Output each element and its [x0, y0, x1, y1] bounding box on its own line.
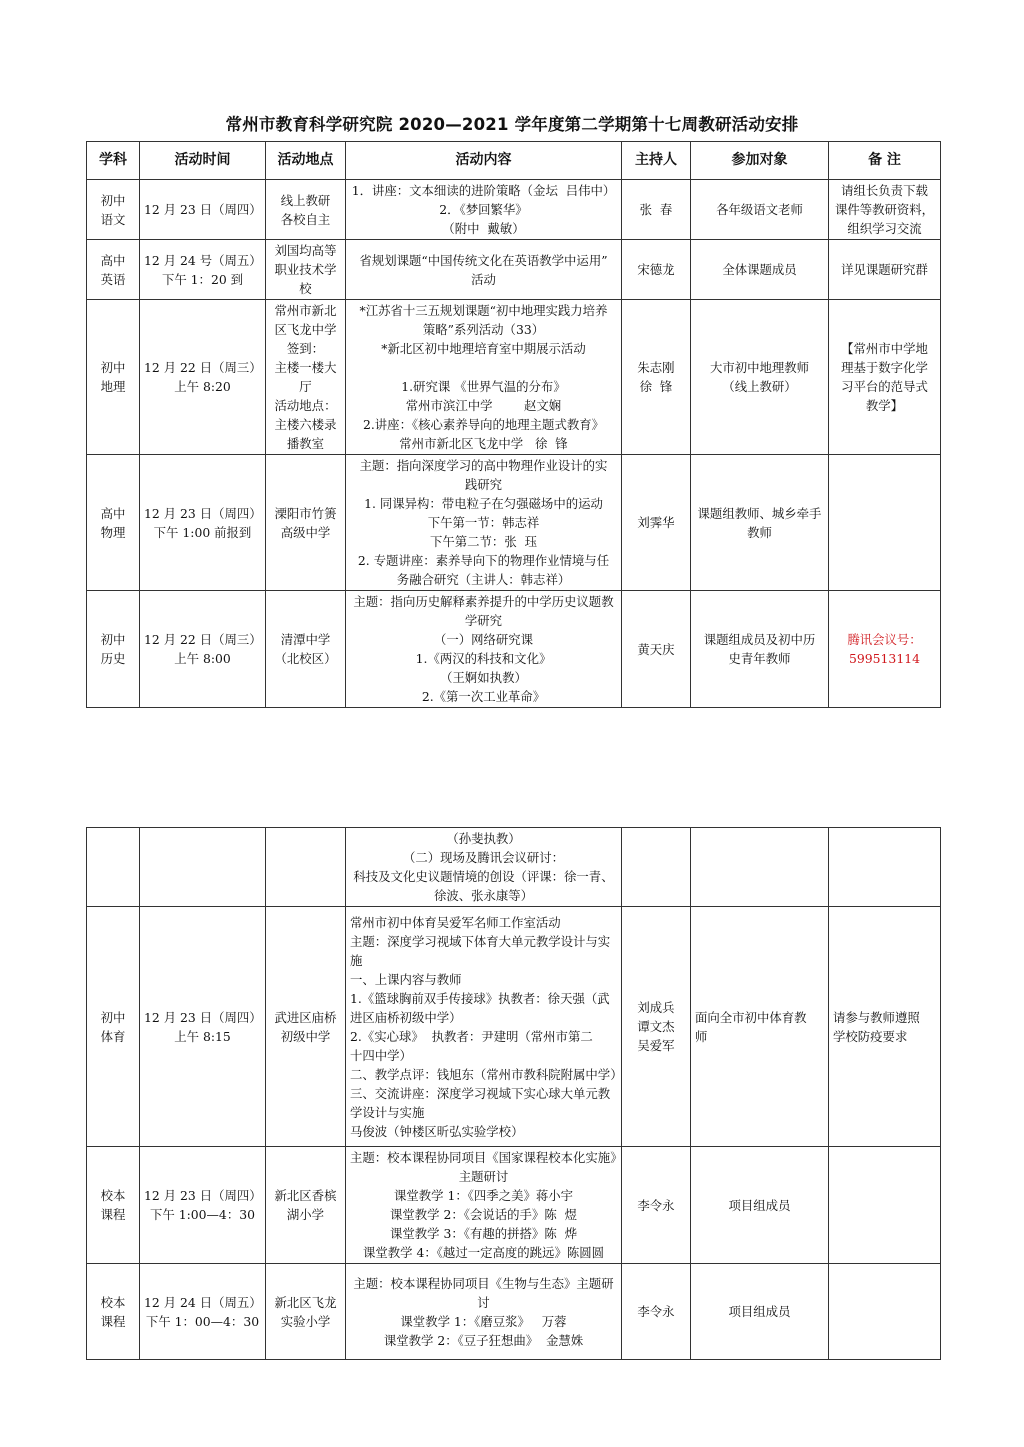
cell-line: 599513114 [849, 651, 920, 666]
page-title: 常州市教育科学研究院 2020—2021 学年度第二学期第十七周教研活动安排 [225, 115, 799, 134]
cell-note [829, 455, 941, 591]
cell-line: （线上教研） [722, 379, 797, 394]
cell-line: 主楼六楼录 [274, 417, 337, 432]
cell-line: *江苏省十三五规划课题“初中地理实践力培养 [359, 303, 608, 318]
table-row [87, 240, 941, 300]
cell-subject [87, 907, 140, 1147]
cell-subject [87, 180, 140, 240]
table-row [87, 907, 941, 1147]
cell-subject [87, 828, 140, 907]
cell-line: 活动地点： [274, 398, 337, 413]
cell-line: 谭文杰 [637, 1019, 675, 1034]
cell-content [346, 1147, 622, 1264]
cell-line: 1.《两汉的科技和文化》 [415, 651, 552, 666]
cell-content [346, 180, 622, 240]
cell-note [829, 300, 941, 455]
cell-content [346, 455, 622, 591]
cell-line: 主题：深度学习视域下体育大单元教学设计与实 [350, 933, 611, 949]
cell-line: 刘成兵 [637, 1000, 675, 1015]
cell-line: 策略”系列活动（33） [422, 322, 545, 337]
cell-line: 常州市新北 [274, 303, 337, 318]
cell-line: 清潭中学 [280, 632, 331, 647]
cell-line: 下午第二节：张 珏 [429, 534, 537, 549]
cell-time [140, 180, 266, 240]
cell-line: 体育 [100, 1028, 126, 1044]
cell-place [266, 1147, 346, 1264]
cell-subject [87, 591, 140, 708]
cell-line: 课堂教学 1：《四季之美》蒋小宇 [393, 1188, 574, 1203]
cell-line: 2. 专题讲座：素养导向下的物理作业情境与任 [357, 553, 610, 568]
cell-line: 初中 [100, 632, 126, 647]
cell-line: 主题研讨 [458, 1169, 509, 1184]
header-note: 备 注 [829, 142, 941, 180]
cell-line: （孙斐执教） [446, 831, 521, 846]
cell-time [140, 907, 266, 1147]
cell-time [140, 1264, 266, 1360]
header-content: 活动内容 [346, 142, 622, 180]
cell-place [266, 907, 346, 1147]
cell-line: 物理 [100, 524, 126, 540]
cell-line: 李令永 [637, 1197, 675, 1213]
cell-line: 进区庙桥初级中学） [350, 1009, 462, 1025]
cell-note [829, 591, 941, 708]
cell-line: 12 月 23 日（周四） [144, 202, 262, 217]
cell-host [622, 455, 691, 591]
cell-line: 2.《实心球》 执教者：尹建明（常州市第二 [350, 1028, 593, 1044]
cell-line: 张 春 [639, 202, 673, 217]
cell-line: 上午 8:00 [174, 651, 231, 666]
cell-line: 学研究 [464, 613, 503, 628]
cell-line: 常州市滨江中学 赵文娴 [405, 398, 562, 413]
cell-content [346, 828, 622, 907]
cell-line: （一）网络研究课 [433, 632, 534, 647]
cell-line: 组织学习交流 [847, 221, 922, 236]
cell-line: 一、上课内容与教师 [350, 971, 462, 987]
cell-line: 刘国均高等 [274, 243, 337, 258]
cell-line: 教师 [747, 524, 772, 540]
cell-line: 大市初中地理教师 [709, 360, 810, 375]
cell-line: *新北区初中地理培育室中期展示活动 [381, 341, 586, 356]
header-time: 活动时间 [140, 142, 266, 180]
cell-line: 12 月 24 日（周五） [144, 1294, 262, 1310]
cell-line: 践研究 [464, 477, 503, 492]
cell-line: 马俊波（钟楼区昕弘实验学校） [350, 1123, 524, 1139]
header-place: 活动地点 [266, 142, 346, 180]
cell-line: 各校自主 [280, 211, 331, 227]
cell-line: 湖小学 [286, 1207, 325, 1222]
cell-line: 主题：校本课程协同项目《国家课程校本化实施》 [350, 1150, 623, 1165]
cell-line: 详见课题研究群 [841, 262, 928, 277]
cell-line: 12 月 23 日（周四） [144, 1009, 262, 1025]
cell-line: 1．讲座：文本细读的进阶策略（金坛 吕伟中） [351, 183, 616, 198]
cell-host [622, 1264, 691, 1360]
cell-participants [691, 828, 829, 907]
cell-place [266, 591, 346, 708]
cell-line: 武进区庙桥 [274, 1009, 337, 1025]
cell-line: 课件等教研资料， [834, 202, 935, 217]
cell-time [140, 591, 266, 708]
cell-line: 课程 [100, 1207, 126, 1222]
cell-line: 签到： [286, 341, 325, 356]
cell-host [622, 828, 691, 907]
cell-line: 徐波、张永康等） [433, 888, 534, 903]
cell-line: 务融合研究（主讲人：韩志祥） [396, 572, 571, 587]
cell-line [350, 358, 617, 377]
cell-line: 课题组教师、城乡牵手 [697, 505, 822, 521]
cell-subject [87, 1147, 140, 1264]
cell-host [622, 300, 691, 455]
cell-line: 请参与教师遵照 [833, 1009, 920, 1025]
cell-line: 1.研究课 《世界气温的分布》 [401, 379, 566, 394]
cell-line: 理基于数字化学 [841, 360, 928, 375]
cell-line: 十四中学） [350, 1047, 412, 1063]
cell-line: 朱志刚 [637, 360, 675, 375]
cell-place [266, 1264, 346, 1360]
cell-line: 常州市新北区飞龙中学 徐 锋 [399, 436, 568, 451]
cell-line: 新北区香槟 [274, 1188, 337, 1203]
cell-line: 学校防疫要求 [833, 1028, 908, 1044]
cell-line: 施 [350, 952, 363, 968]
table-header-row [87, 142, 941, 180]
cell-line: 学设计与实施 [350, 1104, 425, 1120]
cell-line: 宋德龙 [637, 262, 675, 277]
cell-time [140, 828, 266, 907]
cell-line: （北校区） [274, 651, 337, 666]
cell-line: 下午 1：00—4：30 [145, 1313, 260, 1329]
cell-host [622, 1147, 691, 1264]
cell-line: 高级中学 [280, 524, 331, 540]
table-body-page-1 [87, 180, 941, 708]
cell-content [346, 1264, 622, 1360]
cell-line: 高中 [100, 505, 126, 521]
cell-line: 习平台的范导式 [841, 379, 928, 394]
cell-subject [87, 1264, 140, 1360]
cell-line: 初中 [100, 1009, 126, 1025]
cell-line: 徐 锋 [639, 379, 673, 394]
cell-line: 课堂教学 3：《有趣的拼搭》陈 烨 [390, 1226, 577, 1241]
cell-line: 下午 1:00—4：30 [150, 1207, 255, 1222]
cell-line: 主题：指向深度学习的高中物理作业设计的实 [359, 458, 608, 473]
cell-line: 实验小学 [280, 1313, 331, 1329]
cell-line: 全体课题成员 [722, 262, 797, 277]
cell-line: 播教室 [286, 436, 325, 451]
cell-place [266, 240, 346, 300]
cell-line: （附中 戴敏） [442, 221, 525, 236]
cell-participants [691, 240, 829, 300]
cell-line: 黄天庆 [637, 641, 675, 657]
cell-line: 语文 [100, 211, 126, 227]
cell-participants [691, 180, 829, 240]
cell-line: 主题：指向历史解释素养提升的中学历史议题教 [353, 594, 614, 609]
cell-line: 上午 8:20 [174, 379, 231, 394]
cell-content [346, 591, 622, 708]
cell-line: 初中 [100, 192, 126, 208]
cell-line: 校本 [100, 1188, 126, 1203]
cell-line: 地理 [100, 379, 126, 394]
cell-line: 初中 [100, 360, 126, 375]
cell-line: 课堂教学 4：《越过一定高度的跳远》陈圆圆 [362, 1245, 605, 1260]
cell-line: （王婀如执教） [440, 670, 527, 685]
cell-line: 课题组成员及初中历 [703, 632, 816, 647]
cell-line: 溧阳市竹箦 [274, 505, 337, 521]
cell-line: 吴爱军 [637, 1038, 675, 1053]
cell-participants [691, 591, 829, 708]
cell-line: 1.《篮球胸前双手传接球》执教者：徐天强（武 [350, 990, 610, 1006]
table-row [87, 828, 941, 907]
cell-subject [87, 240, 140, 300]
cell-line: 项目组成员 [728, 1197, 791, 1213]
table-row [87, 591, 941, 708]
cell-line: 职业技术学 [274, 262, 337, 277]
cell-host [622, 180, 691, 240]
cell-line: 常州市初中体育吴爱军名师工作室活动 [350, 914, 561, 930]
table-body-page-2 [87, 828, 941, 1360]
cell-host [622, 591, 691, 708]
schedule-table-page-2 [86, 827, 941, 1360]
cell-line: 下午第一节：韩志祥 [427, 515, 540, 530]
cell-time [140, 240, 266, 300]
cell-line: 12 月 23 日（周四） [144, 1188, 262, 1203]
cell-line: 下午 1:00 前报到 [153, 524, 252, 540]
cell-line: 厅 [299, 379, 312, 394]
cell-place [266, 180, 346, 240]
cell-line: 面向全市初中体育教 [695, 1009, 807, 1025]
cell-participants [691, 1147, 829, 1264]
cell-participants [691, 907, 829, 1147]
cell-line: 初级中学 [280, 1028, 331, 1044]
cell-content [346, 907, 622, 1147]
header-participants: 参加对象 [691, 142, 829, 180]
cell-line: 课堂教学 2：《豆子狂想曲》 金慧姝 [383, 1332, 584, 1348]
cell-note [829, 1264, 941, 1360]
schedule-table-page-1 [86, 141, 941, 708]
table-row [87, 300, 941, 455]
table-row [87, 455, 941, 591]
cell-line: 上午 8:15 [174, 1028, 231, 1044]
cell-note [829, 240, 941, 300]
cell-line: 2.《第一次工业革命》 [421, 689, 546, 704]
cell-line: 省规划课题“中国传统文化在英语教学中运用” [359, 252, 608, 268]
cell-line: 校本 [100, 1294, 126, 1310]
cell-line: 12 月 24 号（周五） [144, 252, 262, 268]
cell-line: 各年级语文老师 [716, 202, 803, 217]
cell-line: 新北区飞龙 [274, 1294, 337, 1310]
cell-host [622, 907, 691, 1147]
cell-line: 活动 [471, 271, 496, 287]
cell-line: 主楼一楼大 [274, 360, 337, 375]
cell-line: 课堂教学 1：《磨豆浆》 万蓉 [400, 1313, 567, 1329]
cell-line: 李令永 [637, 1304, 675, 1319]
cell-subject [87, 300, 140, 455]
cell-line: 讨 [477, 1294, 490, 1310]
cell-line: 项目组成员 [728, 1304, 791, 1319]
header-subject: 学科 [87, 142, 140, 180]
cell-line: 【常州市中学地 [841, 341, 928, 356]
cell-line: 12 月 22 日（周三） [144, 360, 262, 375]
cell-line: 区飞龙中学 [274, 322, 337, 337]
cell-line: 二、教学点评：钱旭东（常州市教科院附属中学） [350, 1066, 623, 1082]
cell-line: 线上教研 [280, 192, 331, 208]
cell-line: 校 [299, 281, 312, 296]
cell-subject [87, 455, 140, 591]
cell-line: 科技及文化史议题情境的创设（评课：徐一青、 [353, 869, 614, 884]
table-row [87, 1264, 941, 1360]
cell-line: 12 月 23 日（周四） [144, 505, 262, 521]
cell-time [140, 300, 266, 455]
cell-line: 史青年教师 [728, 651, 791, 666]
cell-line: 主题：校本课程协同项目《生物与生态》主题研 [353, 1275, 614, 1291]
cell-line: 高中 [100, 252, 126, 268]
table-row [87, 180, 941, 240]
cell-note [829, 1147, 941, 1264]
cell-participants [691, 300, 829, 455]
cell-host [622, 240, 691, 300]
cell-line: 2．《梦回繁华》 [439, 202, 528, 217]
cell-place [266, 828, 346, 907]
cell-line: 1. 同课异构：带电粒子在匀强磁场中的运动 [364, 496, 603, 511]
cell-line: 12 月 22 日（周三） [144, 632, 262, 647]
cell-line: 课程 [100, 1313, 126, 1329]
cell-participants [691, 455, 829, 591]
cell-line: 下午 1：20 到 [161, 271, 244, 287]
cell-line: 三、交流讲座：深度学习视域下实心球大单元教 [350, 1085, 611, 1101]
cell-line: 2.讲座：《核心素养导向的地理主题式教育》 [362, 417, 605, 432]
cell-line: 刘霁华 [637, 515, 675, 530]
cell-line: 教学】 [865, 398, 904, 413]
cell-time [140, 1147, 266, 1264]
cell-line: 历史 [100, 651, 126, 666]
cell-line: 课堂教学 2：《会说话的手》陈 煜 [390, 1207, 577, 1222]
cell-content [346, 240, 622, 300]
header-host: 主持人 [622, 142, 691, 180]
cell-line: 师 [695, 1028, 708, 1044]
cell-place [266, 300, 346, 455]
cell-line: 英语 [100, 271, 126, 287]
cell-line: 请组长负责下载 [841, 183, 928, 198]
cell-content [346, 300, 622, 455]
cell-note [829, 907, 941, 1147]
cell-line: 腾讯会议号： [847, 632, 922, 647]
cell-participants [691, 1264, 829, 1360]
table-row [87, 1147, 941, 1264]
cell-note [829, 180, 941, 240]
cell-time [140, 455, 266, 591]
cell-place [266, 455, 346, 591]
cell-note [829, 828, 941, 907]
cell-line: （二）现场及腾讯会议研讨： [402, 850, 565, 865]
